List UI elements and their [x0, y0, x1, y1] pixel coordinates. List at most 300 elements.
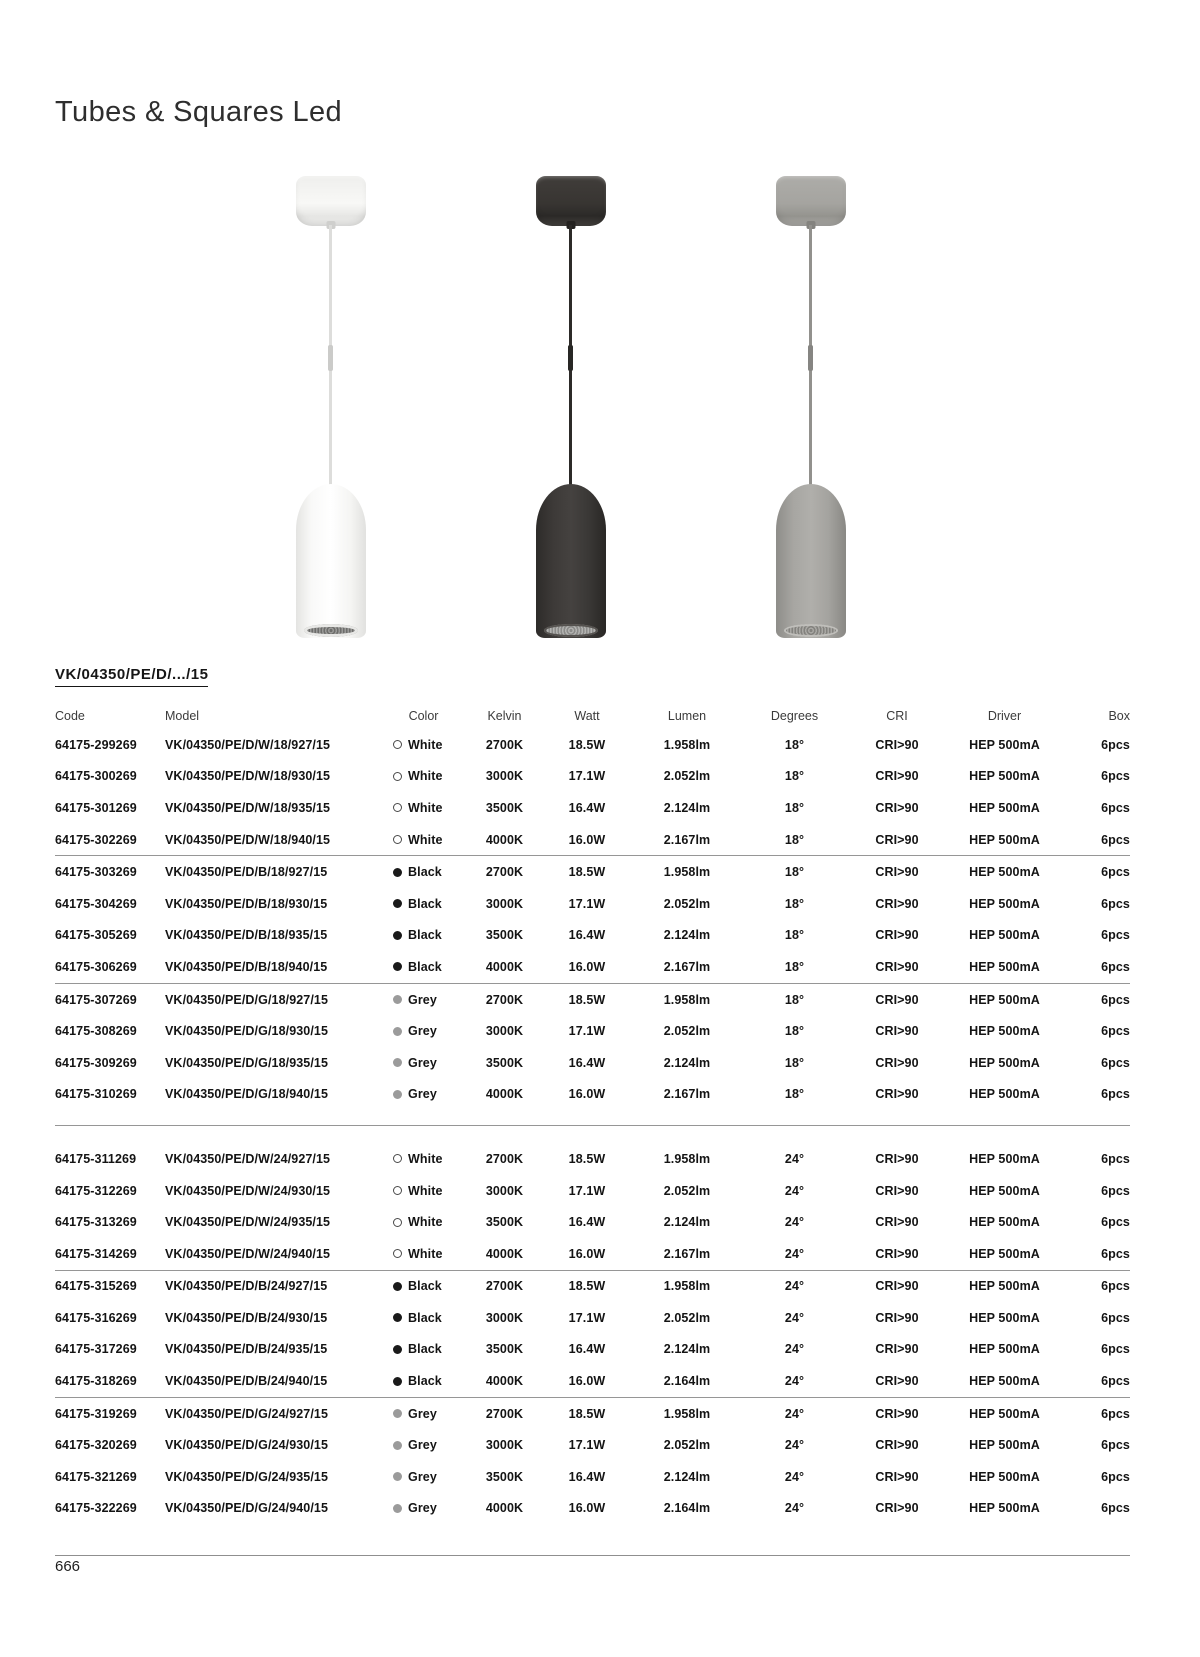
table-row	[55, 1238, 1130, 1270]
table-row	[55, 1143, 1130, 1175]
cell-box: 6pcs	[1101, 1279, 1130, 1294]
white-pendant-lamp-photo	[296, 176, 366, 638]
cell-watt: 16.0W	[568, 1374, 606, 1389]
grey-color-dot-icon	[393, 1409, 402, 1418]
cell-driver: HEP 500mA	[969, 1151, 1040, 1166]
color-label: Black	[408, 865, 442, 880]
cell-degrees: 18°	[784, 959, 805, 974]
grey-pendant-lamp-photo	[776, 176, 846, 638]
cell-degrees: 24°	[784, 1279, 805, 1294]
cell-color	[380, 1087, 467, 1101]
cell-box: 6pcs	[1101, 1438, 1130, 1453]
cell-model: VK/04350/PE/D/G/24/940/15	[165, 1501, 329, 1516]
lamp-body	[776, 484, 846, 638]
white-color-dot-icon	[393, 772, 402, 781]
cell-kelvin: 2700K	[485, 1151, 524, 1166]
cell-driver: HEP 500mA	[969, 832, 1040, 847]
cell-cri: CRI>90	[875, 1438, 919, 1453]
cell-kelvin: 2700K	[485, 1406, 524, 1421]
cell-code: 64175-309269	[55, 1055, 137, 1070]
cell-kelvin: 2700K	[485, 737, 524, 752]
table-row	[55, 856, 1130, 888]
black-color-dot-icon	[393, 1282, 402, 1291]
color-label: Grey	[408, 1406, 437, 1421]
table-row	[55, 1175, 1130, 1207]
cell-lumen: 2.052lm	[663, 1024, 711, 1039]
column-header-degrees: Degrees	[770, 709, 819, 723]
cell-lumen: 2.124lm	[663, 1342, 711, 1357]
cell-code: 64175-321269	[55, 1469, 137, 1484]
grey-color-dot-icon	[393, 1504, 402, 1513]
table-row	[55, 1461, 1130, 1493]
white-color-dot-icon	[393, 1154, 402, 1163]
table-row	[55, 729, 1130, 761]
cell-cri: CRI>90	[875, 1279, 919, 1294]
white-color-dot-icon	[393, 1186, 402, 1195]
cell-color	[380, 1056, 467, 1070]
cell-model: VK/04350/PE/D/G/24/935/15	[165, 1469, 329, 1484]
cell-watt: 16.0W	[568, 1501, 606, 1516]
column-header-watt: Watt	[574, 709, 600, 723]
cell-color	[380, 1311, 467, 1325]
cell-color	[380, 865, 467, 879]
cell-model: VK/04350/PE/D/G/18/927/15	[165, 992, 329, 1007]
table-bottom-rule	[55, 1555, 1130, 1556]
table-body	[55, 729, 1130, 1524]
cell-watt: 18.5W	[568, 865, 606, 880]
lamp-canopy	[536, 176, 606, 226]
cell-degrees: 24°	[784, 1246, 805, 1261]
table-header-row	[55, 703, 1130, 729]
white-color-dot-icon	[393, 835, 402, 844]
lamp-canopy	[776, 176, 846, 226]
white-color-dot-icon	[393, 1218, 402, 1227]
table-row	[55, 792, 1130, 824]
cell-watt: 16.4W	[568, 928, 606, 943]
cell-box: 6pcs	[1101, 1469, 1130, 1484]
cell-code: 64175-301269	[55, 800, 137, 815]
color-label: Grey	[408, 1501, 437, 1516]
black-pendant-lamp-photo	[536, 176, 606, 638]
color-label: Grey	[408, 1469, 437, 1484]
cell-box: 6pcs	[1101, 1246, 1130, 1261]
page-title: Tubes & Squares Led	[55, 96, 343, 128]
cell-model: VK/04350/PE/D/W/18/930/15	[165, 769, 331, 784]
color-label: White	[408, 737, 443, 752]
cell-lumen: 2.164lm	[663, 1501, 711, 1516]
cell-kelvin: 3000K	[485, 1183, 524, 1198]
cell-cri: CRI>90	[875, 1024, 919, 1039]
cell-model: VK/04350/PE/D/G/18/930/15	[165, 1024, 329, 1039]
cell-degrees: 24°	[784, 1342, 805, 1357]
cell-code: 64175-310269	[55, 1087, 137, 1102]
cell-code: 64175-319269	[55, 1406, 137, 1421]
cell-box: 6pcs	[1101, 832, 1130, 847]
cell-driver: HEP 500mA	[969, 737, 1040, 752]
cell-lumen: 1.958lm	[663, 865, 711, 880]
cell-degrees: 24°	[784, 1438, 805, 1453]
cell-color	[380, 928, 467, 942]
cell-watt: 17.1W	[568, 1310, 606, 1325]
table-row	[55, 951, 1130, 983]
lamp-lens	[304, 624, 358, 637]
cell-code: 64175-315269	[55, 1279, 137, 1294]
cell-driver: HEP 500mA	[969, 1374, 1040, 1389]
cell-watt: 18.5W	[568, 1279, 606, 1294]
cell-color	[380, 1024, 467, 1038]
column-header-model: Model	[165, 709, 200, 723]
cell-lumen: 1.958lm	[663, 992, 711, 1007]
cell-driver: HEP 500mA	[969, 769, 1040, 784]
cell-model: VK/04350/PE/D/B/24/930/15	[165, 1310, 328, 1325]
cell-kelvin: 4000K	[485, 1374, 524, 1389]
cell-driver: HEP 500mA	[969, 1310, 1040, 1325]
cell-model: VK/04350/PE/D/W/18/927/15	[165, 737, 331, 752]
cell-box: 6pcs	[1101, 737, 1130, 752]
table-row	[55, 1047, 1130, 1079]
cell-code: 64175-308269	[55, 1024, 137, 1039]
cell-cri: CRI>90	[875, 1406, 919, 1421]
color-group	[55, 983, 1130, 1110]
cell-kelvin: 3500K	[485, 928, 524, 943]
cell-degrees: 18°	[784, 896, 805, 911]
black-color-dot-icon	[393, 868, 402, 877]
lamp-lens	[544, 624, 598, 637]
cell-kelvin: 2700K	[485, 1279, 524, 1294]
cell-driver: HEP 500mA	[969, 1024, 1040, 1039]
cell-kelvin: 4000K	[485, 832, 524, 847]
cell-cri: CRI>90	[875, 1087, 919, 1102]
cell-cri: CRI>90	[875, 1342, 919, 1357]
cell-cri: CRI>90	[875, 1310, 919, 1325]
cell-kelvin: 3000K	[485, 1310, 524, 1325]
cell-lumen: 1.958lm	[663, 737, 711, 752]
color-label: Grey	[408, 1055, 437, 1070]
cell-watt: 17.1W	[568, 769, 606, 784]
color-label: Black	[408, 896, 442, 911]
color-group	[55, 1397, 1130, 1524]
cell-box: 6pcs	[1101, 992, 1130, 1007]
color-label: Grey	[408, 1024, 437, 1039]
cell-degrees: 18°	[784, 1024, 805, 1039]
cell-color	[380, 833, 467, 847]
cell-code: 64175-304269	[55, 896, 137, 911]
cell-kelvin: 4000K	[485, 1087, 524, 1102]
cell-degrees: 18°	[784, 832, 805, 847]
cell-lumen: 2.164lm	[663, 1374, 711, 1389]
cell-cri: CRI>90	[875, 992, 919, 1007]
cell-cri: CRI>90	[875, 1374, 919, 1389]
cell-degrees: 24°	[784, 1215, 805, 1230]
cell-degrees: 18°	[784, 928, 805, 943]
cell-driver: HEP 500mA	[969, 800, 1040, 815]
cell-code: 64175-317269	[55, 1342, 137, 1357]
cell-model: VK/04350/PE/D/W/24/927/15	[165, 1151, 331, 1166]
cell-model: VK/04350/PE/D/W/18/940/15	[165, 832, 331, 847]
cell-box: 6pcs	[1101, 928, 1130, 943]
cell-model: VK/04350/PE/D/B/18/935/15	[165, 928, 328, 943]
color-label: White	[408, 1151, 443, 1166]
table-row	[55, 1271, 1130, 1303]
cell-color	[380, 1215, 467, 1229]
color-group	[55, 729, 1130, 855]
cell-box: 6pcs	[1101, 800, 1130, 815]
grey-color-dot-icon	[393, 995, 402, 1004]
color-group	[55, 855, 1130, 982]
cell-box: 6pcs	[1101, 1183, 1130, 1198]
white-color-dot-icon	[393, 1249, 402, 1258]
cell-code: 64175-314269	[55, 1246, 137, 1261]
cell-lumen: 1.958lm	[663, 1279, 711, 1294]
cell-color	[380, 1470, 467, 1484]
column-header-box: Box	[1108, 709, 1130, 723]
cell-code: 64175-303269	[55, 865, 137, 880]
cell-code: 64175-299269	[55, 737, 137, 752]
color-group	[55, 1143, 1130, 1269]
cell-kelvin: 3500K	[485, 1342, 524, 1357]
cell-color	[380, 1247, 467, 1261]
cell-kelvin: 4000K	[485, 959, 524, 974]
black-color-dot-icon	[393, 931, 402, 940]
cell-driver: HEP 500mA	[969, 1501, 1040, 1516]
cell-model: VK/04350/PE/D/G/18/935/15	[165, 1055, 329, 1070]
cell-code: 64175-306269	[55, 959, 137, 974]
cell-cri: CRI>90	[875, 832, 919, 847]
cell-color	[380, 738, 467, 752]
cell-code: 64175-320269	[55, 1438, 137, 1453]
cell-degrees: 18°	[784, 992, 805, 1007]
color-label: Grey	[408, 992, 437, 1007]
cell-kelvin: 3000K	[485, 1438, 524, 1453]
cell-watt: 16.4W	[568, 1469, 606, 1484]
cell-watt: 16.0W	[568, 1087, 606, 1102]
cell-box: 6pcs	[1101, 1087, 1130, 1102]
cell-lumen: 2.167lm	[663, 1246, 711, 1261]
cell-kelvin: 3000K	[485, 769, 524, 784]
cell-kelvin: 3500K	[485, 800, 524, 815]
table-row	[55, 761, 1130, 793]
cell-lumen: 2.124lm	[663, 1215, 711, 1230]
cell-degrees: 18°	[784, 865, 805, 880]
cell-cri: CRI>90	[875, 865, 919, 880]
cell-lumen: 2.167lm	[663, 1087, 711, 1102]
cell-model: VK/04350/PE/D/B/24/927/15	[165, 1279, 328, 1294]
cell-color	[380, 1374, 467, 1388]
cell-lumen: 2.167lm	[663, 832, 711, 847]
cell-model: VK/04350/PE/D/W/24/930/15	[165, 1183, 331, 1198]
cell-driver: HEP 500mA	[969, 959, 1040, 974]
cell-code: 64175-322269	[55, 1501, 137, 1516]
lamp-lens	[784, 624, 838, 637]
cell-driver: HEP 500mA	[969, 1246, 1040, 1261]
cell-cri: CRI>90	[875, 1183, 919, 1198]
color-label: White	[408, 1215, 443, 1230]
cell-kelvin: 4000K	[485, 1501, 524, 1516]
cell-watt: 16.4W	[568, 800, 606, 815]
cell-code: 64175-318269	[55, 1374, 137, 1389]
cell-model: VK/04350/PE/D/G/24/927/15	[165, 1406, 329, 1421]
cell-code: 64175-316269	[55, 1310, 137, 1325]
cell-watt: 17.1W	[568, 1183, 606, 1198]
cell-lumen: 2.052lm	[663, 896, 711, 911]
cell-box: 6pcs	[1101, 1342, 1130, 1357]
cell-color	[380, 960, 467, 974]
cell-degrees: 24°	[784, 1469, 805, 1484]
cell-model: VK/04350/PE/D/B/24/935/15	[165, 1342, 328, 1357]
color-label: Black	[408, 1279, 442, 1294]
column-header-cri: CRI	[886, 709, 908, 723]
color-label: White	[408, 769, 443, 784]
cell-lumen: 2.052lm	[663, 769, 711, 784]
cell-watt: 17.1W	[568, 896, 606, 911]
cell-degrees: 18°	[784, 800, 805, 815]
grey-color-dot-icon	[393, 1472, 402, 1481]
cell-box: 6pcs	[1101, 1151, 1130, 1166]
color-label: White	[408, 800, 443, 815]
cell-color	[380, 1279, 467, 1293]
cell-model: VK/04350/PE/D/B/18/940/15	[165, 959, 328, 974]
table-row	[55, 888, 1130, 920]
cell-cri: CRI>90	[875, 769, 919, 784]
color-label: White	[408, 832, 443, 847]
cell-cri: CRI>90	[875, 737, 919, 752]
table-row	[55, 1365, 1130, 1397]
lamp-cord	[329, 225, 332, 485]
cell-color	[380, 1342, 467, 1356]
cell-code: 64175-307269	[55, 992, 137, 1007]
lamp-canopy	[296, 176, 366, 226]
column-header-color: Color	[408, 709, 439, 723]
cell-color	[380, 1152, 467, 1166]
cell-cri: CRI>90	[875, 1246, 919, 1261]
cell-color	[380, 1438, 467, 1452]
table-row	[55, 1079, 1130, 1111]
cell-lumen: 2.124lm	[663, 1055, 711, 1070]
column-header-driver: Driver	[987, 709, 1022, 723]
cell-cri: CRI>90	[875, 1151, 919, 1166]
cell-model: VK/04350/PE/D/W/18/935/15	[165, 800, 331, 815]
lamp-cord	[569, 225, 572, 485]
color-label: Black	[408, 928, 442, 943]
cell-box: 6pcs	[1101, 896, 1130, 911]
cell-degrees: 24°	[784, 1374, 805, 1389]
grey-color-dot-icon	[393, 1441, 402, 1450]
black-color-dot-icon	[393, 899, 402, 908]
cell-kelvin: 3000K	[485, 896, 524, 911]
cell-code: 64175-313269	[55, 1215, 137, 1230]
cell-box: 6pcs	[1101, 1024, 1130, 1039]
color-label: Black	[408, 959, 442, 974]
cell-box: 6pcs	[1101, 1406, 1130, 1421]
cell-degrees: 24°	[784, 1501, 805, 1516]
grey-color-dot-icon	[393, 1090, 402, 1099]
color-group	[55, 1270, 1130, 1397]
cell-lumen: 2.052lm	[663, 1438, 711, 1453]
white-color-dot-icon	[393, 740, 402, 749]
cell-cri: CRI>90	[875, 1501, 919, 1516]
cell-watt: 18.5W	[568, 1406, 606, 1421]
cell-driver: HEP 500mA	[969, 1279, 1040, 1294]
cell-code: 64175-300269	[55, 769, 137, 784]
cell-degrees: 24°	[784, 1151, 805, 1166]
cell-code: 64175-305269	[55, 928, 137, 943]
cell-cri: CRI>90	[875, 1215, 919, 1230]
lamp-body	[296, 484, 366, 638]
cell-watt: 16.0W	[568, 959, 606, 974]
cell-kelvin: 3000K	[485, 1024, 524, 1039]
cell-degrees: 18°	[784, 1055, 805, 1070]
cell-kelvin: 2700K	[485, 865, 524, 880]
cell-driver: HEP 500mA	[969, 1183, 1040, 1198]
cell-code: 64175-302269	[55, 832, 137, 847]
cell-kelvin: 3500K	[485, 1055, 524, 1070]
cell-watt: 16.0W	[568, 1246, 606, 1261]
cell-kelvin: 2700K	[485, 992, 524, 1007]
column-header-code: Code	[55, 709, 85, 723]
black-color-dot-icon	[393, 962, 402, 971]
cell-cri: CRI>90	[875, 928, 919, 943]
table-row	[55, 920, 1130, 952]
cell-lumen: 2.167lm	[663, 959, 711, 974]
table-row	[55, 1302, 1130, 1334]
cell-cri: CRI>90	[875, 800, 919, 815]
cell-model: VK/04350/PE/D/G/24/930/15	[165, 1438, 329, 1453]
cell-lumen: 2.124lm	[663, 1469, 711, 1484]
cell-box: 6pcs	[1101, 959, 1130, 974]
cell-color	[380, 769, 467, 783]
cell-color	[380, 1501, 467, 1515]
cell-driver: HEP 500mA	[969, 1087, 1040, 1102]
cell-degrees: 18°	[784, 1087, 805, 1102]
table-row	[55, 1493, 1130, 1525]
cell-driver: HEP 500mA	[969, 1469, 1040, 1484]
cell-model: VK/04350/PE/D/G/18/940/15	[165, 1087, 329, 1102]
cell-degrees: 18°	[784, 769, 805, 784]
color-label: Grey	[408, 1087, 437, 1102]
model-series-heading: VK/04350/PE/D/.../15	[55, 666, 208, 687]
cell-driver: HEP 500mA	[969, 1342, 1040, 1357]
cell-watt: 17.1W	[568, 1438, 606, 1453]
cell-kelvin: 4000K	[485, 1246, 524, 1261]
lamp-body	[536, 484, 606, 638]
cell-lumen: 2.052lm	[663, 1310, 711, 1325]
cell-driver: HEP 500mA	[969, 865, 1040, 880]
cell-driver: HEP 500mA	[969, 1438, 1040, 1453]
cell-lumen: 2.124lm	[663, 928, 711, 943]
cell-lumen: 2.052lm	[663, 1183, 711, 1198]
cell-model: VK/04350/PE/D/W/24/940/15	[165, 1246, 331, 1261]
color-label: Black	[408, 1342, 442, 1357]
color-label: White	[408, 1246, 443, 1261]
cell-box: 6pcs	[1101, 1215, 1130, 1230]
cell-cri: CRI>90	[875, 1055, 919, 1070]
table-row	[55, 1015, 1130, 1047]
cell-box: 6pcs	[1101, 1055, 1130, 1070]
cell-driver: HEP 500mA	[969, 992, 1040, 1007]
cell-driver: HEP 500mA	[969, 928, 1040, 943]
cell-kelvin: 3500K	[485, 1215, 524, 1230]
table-row	[55, 1429, 1130, 1461]
cell-driver: HEP 500mA	[969, 1406, 1040, 1421]
cell-driver: HEP 500mA	[969, 1055, 1040, 1070]
cell-degrees: 24°	[784, 1310, 805, 1325]
table-row	[55, 984, 1130, 1016]
cell-degrees: 24°	[784, 1406, 805, 1421]
cell-box: 6pcs	[1101, 865, 1130, 880]
white-color-dot-icon	[393, 803, 402, 812]
table-row	[55, 1334, 1130, 1366]
product-table	[55, 703, 1130, 1556]
